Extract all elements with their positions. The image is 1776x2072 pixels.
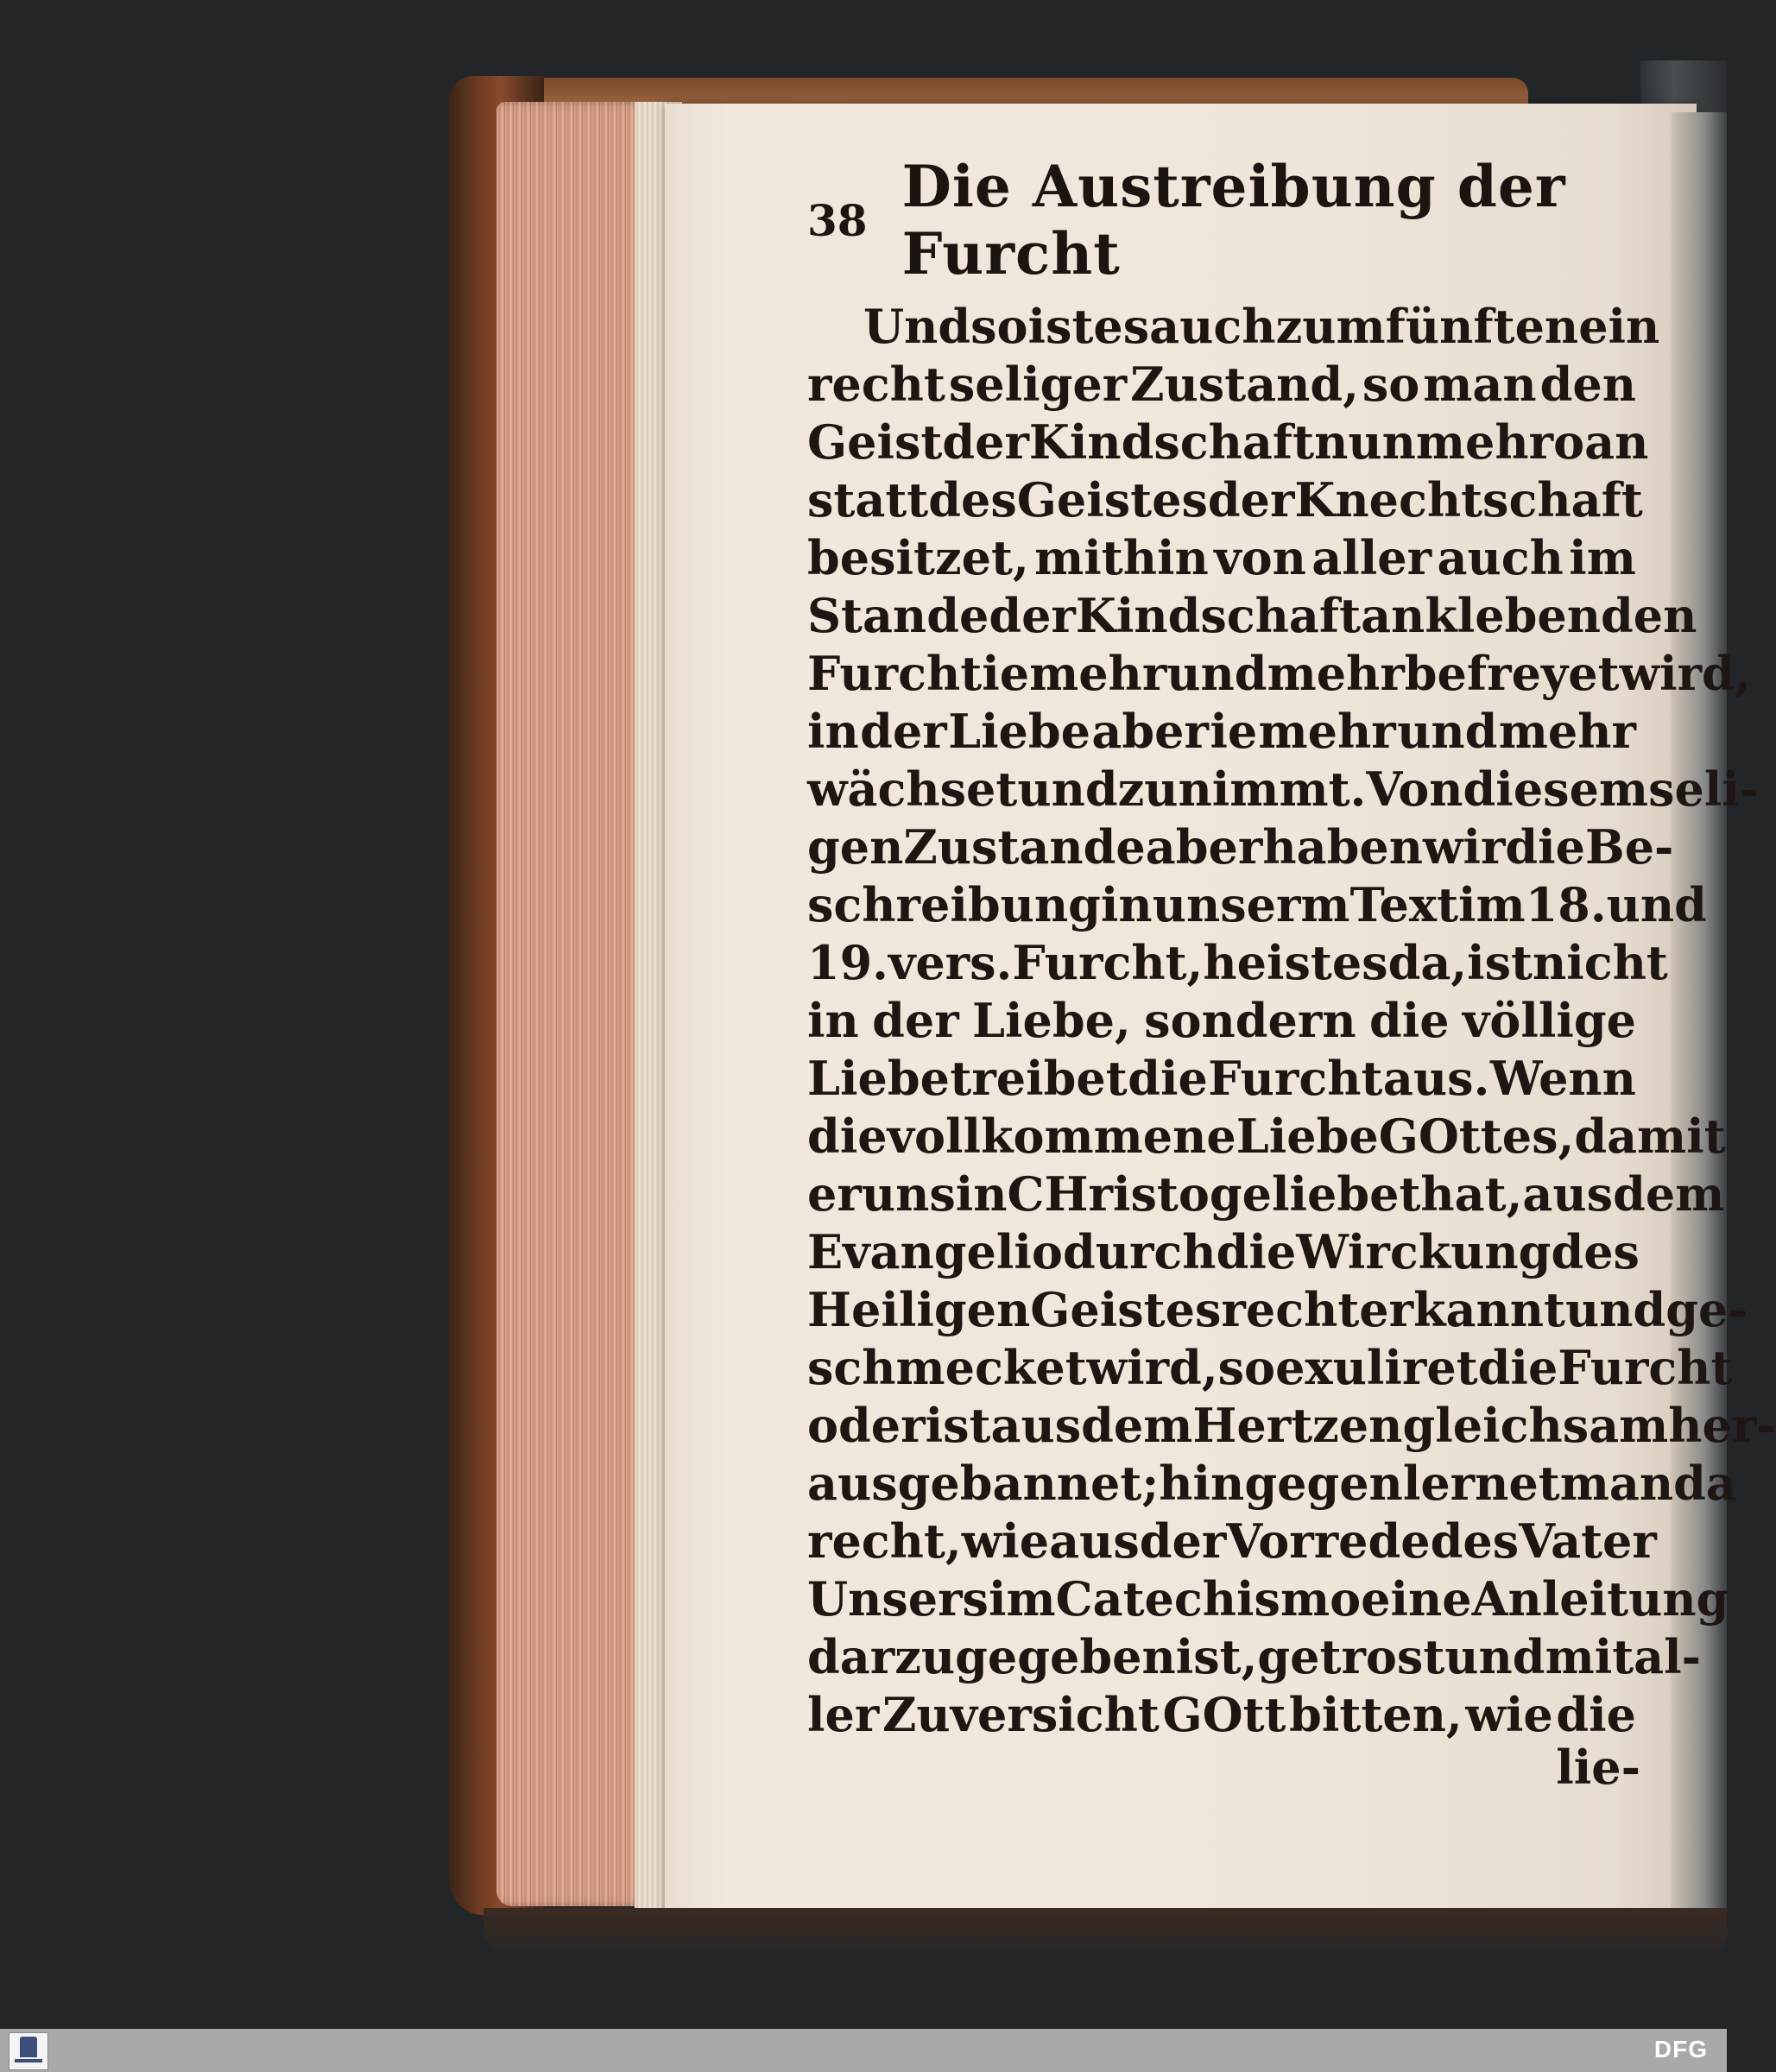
text-line: Liebe treibet die Furcht aus. Wenn bbox=[807, 1051, 1636, 1106]
text-line: ler Zuversicht GOtt bitten, wie die bbox=[807, 1687, 1636, 1742]
book-bottom-edge bbox=[484, 1908, 1727, 1960]
text-line: wächset und zunimmt. Von diesem seli- bbox=[807, 761, 1760, 817]
text-line: Stande der Kindschaft anklebenden bbox=[807, 588, 1697, 643]
text-line: aus gebannet; hingegen lernet man da bbox=[807, 1456, 1736, 1511]
text-line: in der Liebe aber ie mehr und mehr bbox=[807, 704, 1636, 759]
dfg-logo-label[interactable]: DFG bbox=[1653, 2036, 1708, 2063]
page-block-edge bbox=[496, 102, 652, 1906]
text-line: schmecket wird, so exuliret die Furcht bbox=[807, 1340, 1733, 1395]
text-line: recht, wie aus der Vorrede des Vater bbox=[807, 1513, 1657, 1569]
text-line: besitzet, mithin von aller auch im bbox=[807, 530, 1636, 585]
viewer-footer-bar bbox=[0, 2029, 1727, 2072]
text-line: schreibung in unserm Text im 18. und bbox=[807, 877, 1707, 932]
text-line: Evangelio durch die Wirckung des bbox=[807, 1224, 1640, 1279]
text-line: oder ist aus dem Hertzen gleichsam her- bbox=[807, 1398, 1776, 1453]
text-line: Und so ist es auch zum fünften ein bbox=[863, 299, 1660, 354]
text-line: gen Zustande aber haben wir die Be- bbox=[807, 819, 1674, 875]
text-line: darzu gegeben ist, getrost und mit al- bbox=[807, 1629, 1702, 1684]
running-title: Die Austreibung der Furcht bbox=[901, 153, 1566, 287]
library-logo-icon[interactable] bbox=[9, 2032, 48, 2070]
text-line: Furcht ie mehr und mehr befreyet wird, bbox=[807, 646, 1751, 701]
text-line: Heiligen Geistes recht erkannt und ge- bbox=[807, 1282, 1748, 1337]
body-text bbox=[807, 298, 1776, 1744]
catchword: lie- bbox=[1556, 1740, 1640, 1795]
page-number: 38 bbox=[807, 194, 868, 246]
text-line: Geist der Kindschaft nunmehro an bbox=[807, 414, 1649, 470]
text-line: recht seliger Zustand, so man den bbox=[807, 357, 1636, 412]
text-line: statt des Geistes der Knechtschaft bbox=[807, 472, 1643, 527]
text-line: die vollkommene Liebe GOttes, damit bbox=[807, 1109, 1726, 1164]
text-line: Unsers im Catechismo eine Anleitung bbox=[807, 1571, 1729, 1627]
text-line: in der Liebe, sondern die völlige bbox=[807, 993, 1636, 1048]
text-line: 19. vers. Furcht, heist es da, ist nicht bbox=[807, 935, 1668, 990]
page-header bbox=[807, 153, 1567, 287]
text-line: er uns in CHristo geliebet hat, aus dem bbox=[807, 1166, 1725, 1222]
